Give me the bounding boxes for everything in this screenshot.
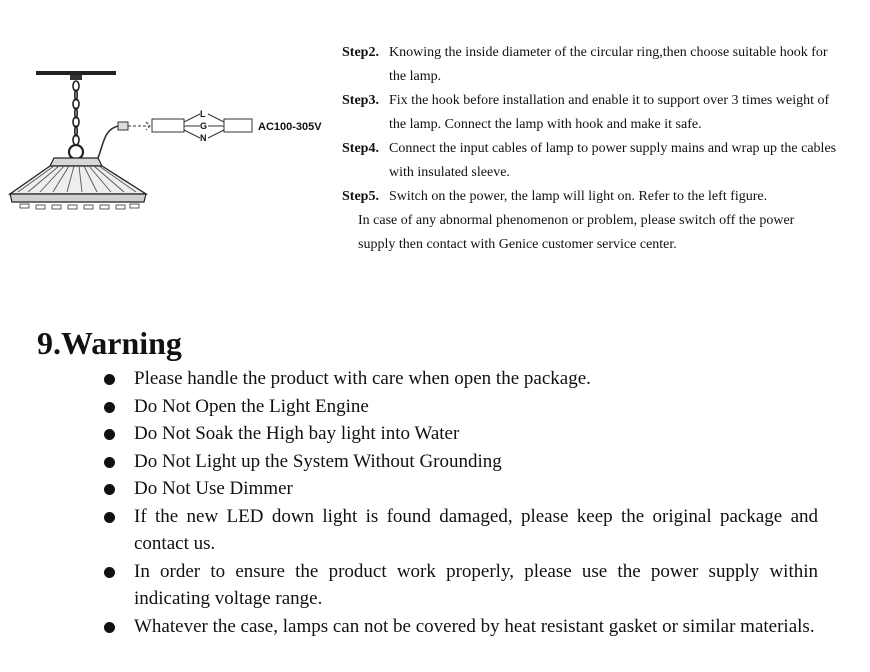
lamp-cap xyxy=(50,158,102,166)
lamp-lens xyxy=(10,194,146,202)
installation-figure xyxy=(6,66,326,218)
step-2 xyxy=(342,41,842,89)
warning-text: Do Not Use Dimmer xyxy=(134,478,293,499)
ceiling-plate xyxy=(36,71,116,75)
warning-text: Do Not Soak the High bay light into Water xyxy=(134,423,460,444)
warning-text: In order to ensure the product work properly, please use the power supply within indicating voltage range. xyxy=(134,560,818,609)
step-label: Step4. xyxy=(342,141,379,156)
cable-connector xyxy=(118,122,128,130)
warning-text: Please handle the product with care when open the package. xyxy=(134,368,591,389)
warning-item xyxy=(100,475,818,503)
warning-item xyxy=(100,558,818,613)
bullet-icon xyxy=(104,567,115,578)
step-text: Connect the input cables of lamp to power supply mains and wrap up the cables with insulated sleeve. xyxy=(389,141,837,180)
high-bay-lamp-diagram xyxy=(6,66,326,218)
hook-mount xyxy=(70,75,82,80)
warning-item xyxy=(100,448,818,476)
step-text: Knowing the inside diameter of the circular ring,then choose suitable hook for the lamp. xyxy=(389,45,828,84)
warning-item xyxy=(100,420,818,448)
bullet-icon xyxy=(104,374,115,385)
warning-text: Do Not Open the Light Engine xyxy=(134,395,369,417)
warning-item xyxy=(100,365,818,393)
mains-wires xyxy=(208,114,224,138)
step-label: Step3. xyxy=(342,93,379,108)
warning-text: Do Not Light up the System Without Grounding xyxy=(134,450,502,472)
wire-label-l: L xyxy=(200,109,206,119)
wire-label-g: G xyxy=(200,121,208,131)
power-cable xyxy=(98,126,118,158)
voltage-label: AC100-305V xyxy=(258,121,322,133)
warning-item xyxy=(100,613,818,641)
hanging-ring xyxy=(69,145,83,159)
step-text: Fix the hook before installation and enable it to support over 3 times weight of the lamp. Connect the lamp with hook and make it safe. xyxy=(389,93,830,132)
warning-text: Whatever the case, lamps can not be covered by heat resistant gasket or similar materials. xyxy=(134,615,815,637)
lamp-cable-sleeve xyxy=(152,119,184,132)
connector-arrow xyxy=(128,122,150,130)
step-label: Step2. xyxy=(342,45,379,60)
warning-text: If the new LED down light is found damaged, please keep the original package and contact us. xyxy=(134,505,818,554)
abnormal-note: In case of any abnormal phenomenon or problem, please switch off the power supply then contact with Genice customer service center. xyxy=(358,213,795,252)
step-text: Switch on the power, the lamp will light on. Refer to the left figure. xyxy=(389,189,768,204)
installation-steps xyxy=(342,41,842,257)
wire-label-n: N xyxy=(200,133,207,143)
warning-item xyxy=(100,393,818,421)
warning-item xyxy=(100,503,818,558)
warning-heading: 9.Warning xyxy=(37,325,182,361)
bullet-icon xyxy=(104,512,115,523)
step-3 xyxy=(342,89,842,137)
bullet-icon xyxy=(104,484,115,495)
led-row xyxy=(20,204,139,209)
step-5 xyxy=(342,185,842,209)
bullet-icon xyxy=(104,429,115,440)
warning-list xyxy=(100,365,818,640)
mains-cable-sleeve xyxy=(224,119,252,132)
bullet-icon xyxy=(104,457,115,468)
bullet-icon xyxy=(104,622,115,633)
bullet-icon xyxy=(104,402,115,413)
step-4 xyxy=(342,137,842,185)
chain xyxy=(73,81,79,145)
lamp-wires xyxy=(184,114,200,138)
step-label: Step5. xyxy=(342,189,379,204)
